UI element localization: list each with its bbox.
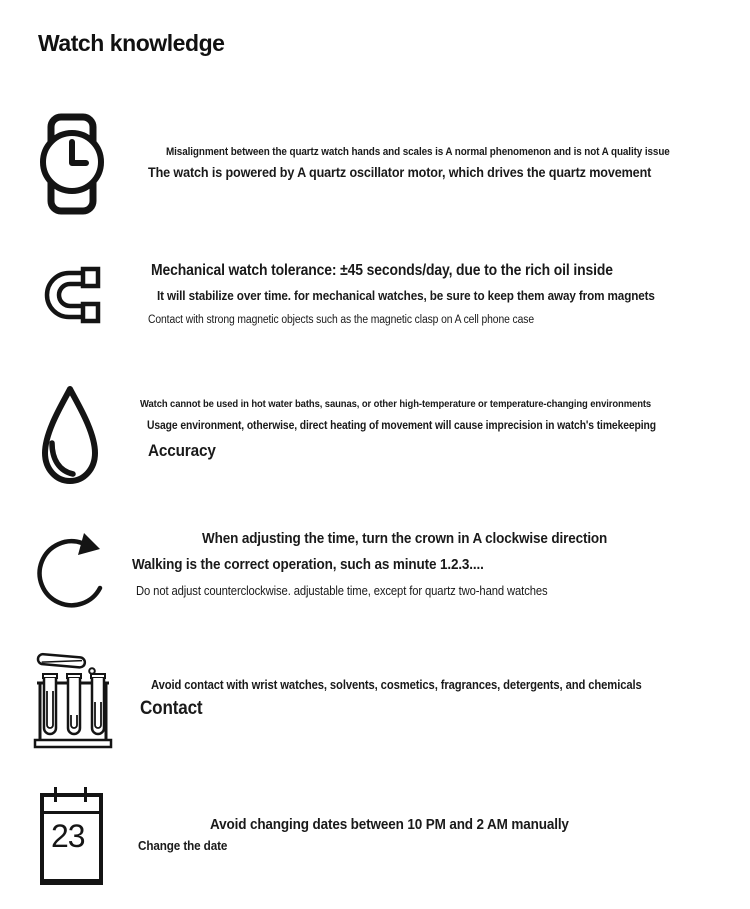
clockwise-warning-text: Do not adjust counterclockwise. adjustable time, except for quartz two-hand watches	[136, 584, 548, 598]
clockwise-walking-text: Walking is the correct operation, such as minute 1.2.3....	[132, 556, 484, 573]
calendar-pin-icon	[54, 787, 57, 802]
magnet-tolerance-text: Mechanical watch tolerance: ±45 seconds/day, due to the rich oil inside	[151, 262, 613, 279]
clockwise-crown-text: When adjusting the time, turn the crown in A clockwise direction	[202, 530, 608, 547]
calendar-pin-icon	[84, 787, 87, 802]
magnet-icon	[42, 266, 104, 324]
magnet-contact-text: Contact with strong magnetic objects such as the magnetic clasp on A cell phone case	[148, 314, 534, 326]
accuracy-environment-text: Watch cannot be used in hot water baths, saunas, or other high-temperature or temperature-changing environments	[140, 398, 652, 410]
test-tubes-icon	[33, 645, 113, 750]
wristwatch-icon	[40, 112, 104, 216]
calendar-icon	[40, 793, 103, 885]
accuracy-heating-text: Usage environment, otherwise, direct heating of movement will cause imprecision in watch's timekeeping	[147, 420, 656, 432]
calendar-header	[44, 797, 99, 814]
quartz-main-text: The watch is powered by A quartz oscillator motor, which drives the quartz movement	[148, 164, 652, 180]
date-avoid-text: Avoid changing dates between 10 PM and 2 AM manually	[210, 816, 569, 833]
page-title: Watch knowledge	[38, 30, 225, 56]
contact-avoid-text: Avoid contact with wrist watches, solvents, cosmetics, fragrances, detergents, and chemicals	[151, 678, 642, 692]
date-heading: Change the date	[138, 838, 228, 853]
water-drop-icon	[38, 383, 102, 487]
clockwise-arrow-icon	[36, 526, 108, 614]
accuracy-heading: Accuracy	[148, 441, 216, 460]
magnet-stabilize-text: It will stabilize over time. for mechanical watches, be sure to keep them away from magnets	[157, 288, 655, 303]
quartz-note-text: Misalignment between the quartz watch hands and scales is A normal phenomenon and is not A quality issue	[166, 146, 670, 158]
calendar-day-number: 23	[51, 818, 85, 854]
contact-heading: Contact	[140, 698, 203, 719]
